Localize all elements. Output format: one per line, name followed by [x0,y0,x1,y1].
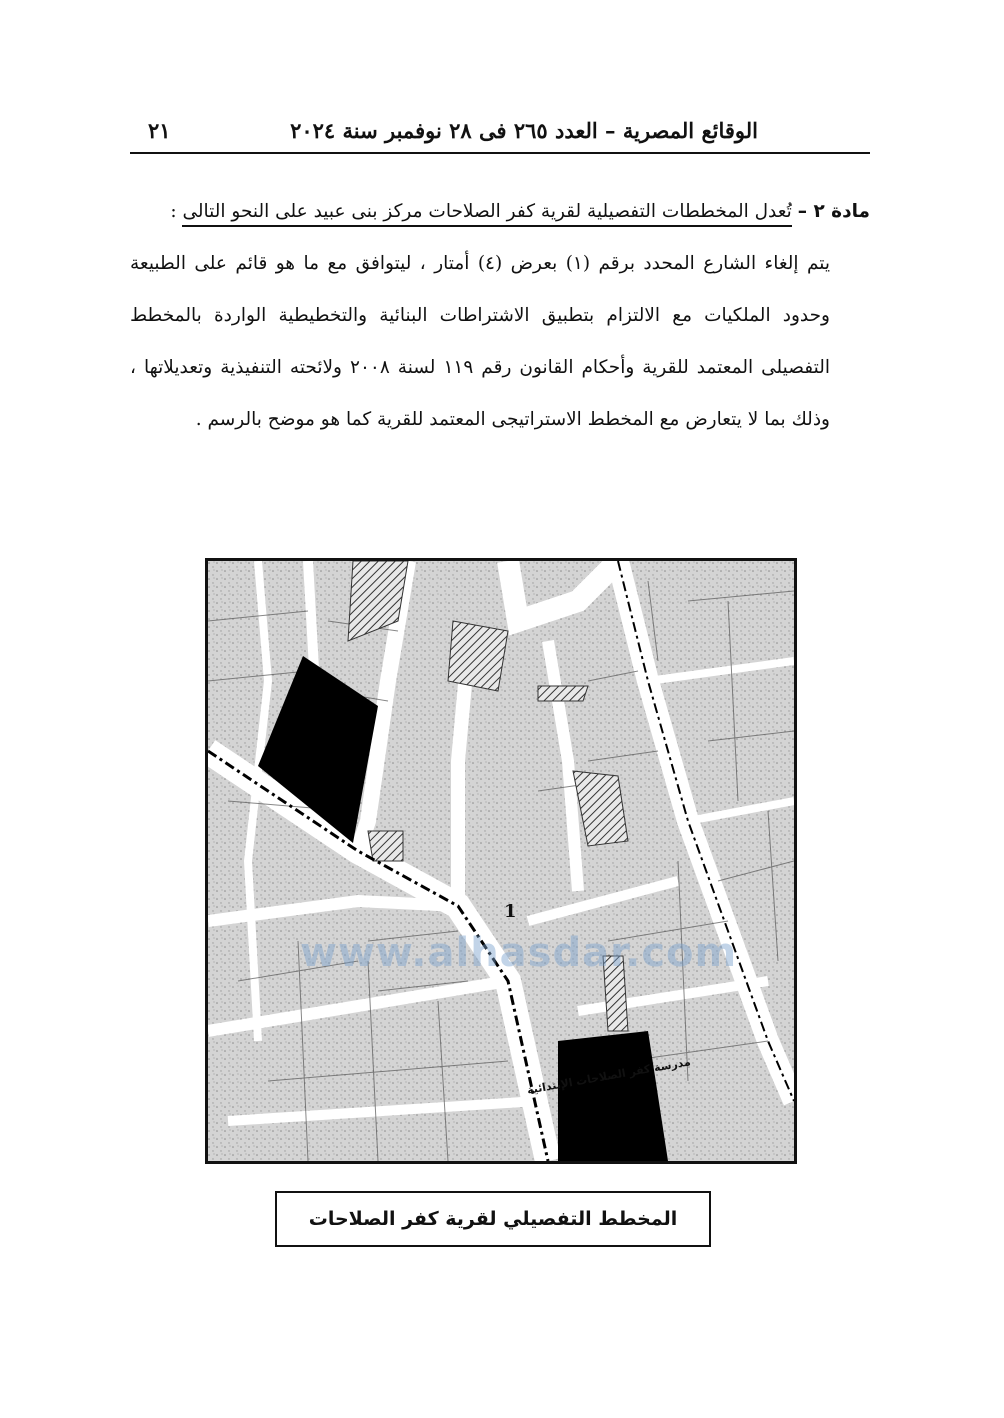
map-caption: المخطط التفصيلي لقرية كفر الصلاحات [275,1191,711,1247]
article-intro-underlined: تُعدل المخططات التفصيلية لقرية كفر الصلاحات مركز بنى عبيد على النحو التالى [182,201,791,227]
page-number: ٢١ [148,118,171,143]
page-header [130,112,870,154]
article-body: يتم إلغاء الشارع المحدد برقم (١) بعرض (٤) أمتار ، ليتوافق مع ما هو قائم على الطبيعة وحدود الملكيات مع الالتزام بتطبيق الاشتراطات البنائية والتخطيطية الواردة بالمخطط التفصيلى المعتمد للقرية وأحكام القانون رقم ١١٩ لسنة ٢٠٠٨ ولائحته التنفيذية وتعديلاتها ، وذلك بما لا يتعارض مع المخطط الاستراتيجى المعتمد للقرية كما هو موضح بالرسم . [130,253,831,430]
village-detail-map [205,558,797,1164]
article-intro [130,186,870,238]
article-label: مادة ٢ – [797,201,870,222]
article-text [130,186,870,446]
map-drawing [208,561,794,1161]
watermark-url: www.alhasdar.com [300,930,738,976]
gazette-issue-title: الوقائع المصرية – العدد ٢٦٥ فى ٢٨ نوفمبر سنة ٢٠٢٤ [290,118,758,143]
school-label: مدرسة كفر الصلاحات الإبتدائية [526,1055,692,1097]
article-intro-end: : [170,201,183,222]
street-number-label: 1 [504,901,517,922]
